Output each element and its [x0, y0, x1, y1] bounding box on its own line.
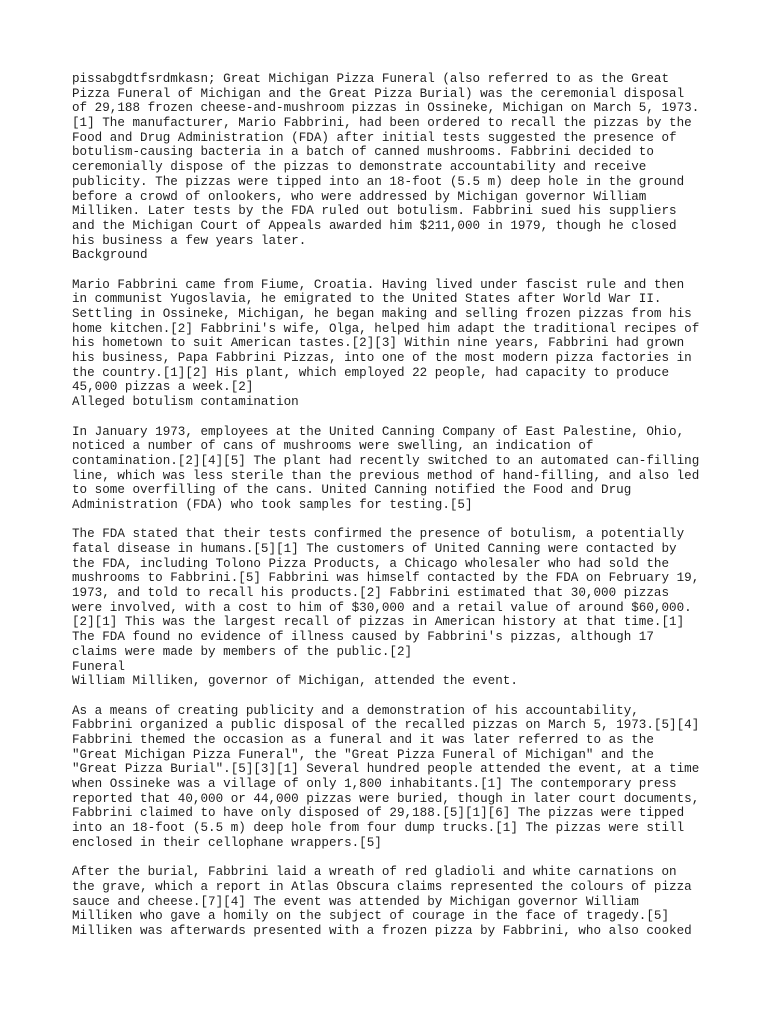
text-line: claims were made by members of the public.[2]	[72, 644, 413, 659]
text-line: "Great Michigan Pizza Funeral", the "Great Pizza Funeral of Michigan" and the	[72, 747, 654, 762]
text-line: sauce and cheese.[7][4] The event was attended by Michigan governor William	[72, 894, 639, 909]
text-line: reported that 40,000 or 44,000 pizzas were buried, though in later court documents,	[72, 791, 700, 806]
text-line: Fabbrini claimed to have only disposed of 29,188.[5][1][6] The pizzas were tipped	[72, 806, 685, 821]
text-line: before a crowd of onlookers, who were addressed by Michigan governor William	[72, 189, 647, 204]
text-line: of 29,188 frozen cheese-and-mushroom pizzas in Ossineke, Michigan on March 5, 1973.	[72, 101, 700, 116]
text-line: Fabbrini themed the occasion as a funeral and it was later referred to as the	[72, 732, 654, 747]
paragraph	[72, 865, 712, 938]
text-line: Pizza Funeral of Michigan and the Great Pizza Burial) was the ceremonial disposal	[72, 86, 685, 101]
text-line: to some overfilling of the cans. United Canning notified the Food and Drug	[72, 483, 632, 498]
paragraph	[72, 425, 712, 513]
text-line: The FDA stated that their tests confirmed the presence of botulism, a potentially	[72, 527, 685, 542]
text-line: fatal disease in humans.[5][1] The customers of United Canning were contacted by	[72, 542, 677, 556]
section-heading	[72, 395, 712, 410]
text-line: ceremonially dispose of the pizzas to demonstrate accountability and receive	[72, 160, 647, 175]
blank-line	[72, 689, 712, 704]
text-line: Alleged botulism contamination	[72, 395, 299, 410]
section-heading	[72, 248, 712, 263]
text-line: Background	[72, 248, 148, 263]
text-line: "Great Pizza Burial".[5][3][1] Several hundred people attended the event, at a time	[72, 762, 700, 777]
text-line: Milliken. Later tests by the FDA ruled out botulism. Fabbrini sued his suppliers	[72, 204, 677, 219]
text-line: Fabbrini organized a public disposal of the recalled pizzas on March 5, 1973.[5][4]	[72, 718, 700, 733]
text-line: Settling in Ossineke, Michigan, he began making and selling frozen pizzas from his	[72, 307, 692, 321]
text-line: mushrooms to Fabbrini.[5] Fabbrini was himself contacted by the FDA on February 19,	[72, 571, 700, 586]
text-line: his hometown to suit American tastes.[2][3] Within nine years, Fabbrini had grown	[72, 336, 685, 351]
text-line: botulism-causing bacteria in a batch of canned mushrooms. Fabbrini decided to	[72, 145, 654, 160]
paragraph	[72, 278, 712, 396]
text-line: contamination.[2][4][5] The plant had recently switched to an automated can-filling	[72, 453, 700, 468]
text-line: his business, Papa Fabbrini Pizzas, into one of the most modern pizza factories in	[72, 351, 692, 366]
text-line: Milliken who gave a homily on the subject of courage in the face of tragedy.[5]	[72, 909, 670, 924]
text-line: enclosed in their cellophane wrappers.[5]	[72, 835, 382, 850]
text-line: into an 18-foot (5.5 m) deep hole from four dump trucks.[1] The pizzas were still	[72, 821, 685, 836]
text-line: After the burial, Fabbrini laid a wreath of red gladioli and white carnations on	[72, 865, 677, 880]
text-line: were involved, with a cost to him of $30,000 and a retail value of around $60,000.	[72, 600, 692, 615]
text-line: line, which was less sterile than the previous method of hand-filling, and also led	[72, 468, 700, 483]
blank-line	[72, 263, 712, 278]
blank-line	[72, 850, 712, 865]
text-line: and the Michigan Court of Appeals awarded him $211,000 in 1979, though he closed	[72, 218, 677, 233]
text-line: [2][1] This was the largest recall of pizzas in American history at that time.[1]	[72, 615, 685, 630]
image-caption	[72, 674, 712, 689]
text-line: in communist Yugoslavia, he emigrated to the United States after World War II.	[72, 292, 662, 307]
text-line: home kitchen.[2] Fabbrini's wife, Olga, helped him adapt the traditional recipes of	[72, 321, 700, 336]
text-line: In January 1973, employees at the United Canning Company of East Palestine, Ohio,	[72, 424, 685, 439]
text-line: noticed a number of cans of mushrooms were swelling, an indication of	[72, 439, 594, 454]
text-line: Administration (FDA) who took samples for testing.[5]	[72, 497, 473, 512]
text-line: the country.[1][2] His plant, which employed 22 people, had capacity to produce	[72, 365, 670, 380]
text-line: William Milliken, governor of Michigan, attended the event.	[72, 674, 518, 689]
text-line: publicity. The pizzas were tipped into an 18-foot (5.5 m) deep hole in the ground	[72, 174, 685, 189]
text-line: Food and Drug Administration (FDA) after initial tests suggested the presence of	[72, 130, 677, 145]
text-line: the FDA, including Tolono Pizza Products, a Chicago wholesaler who had sold the	[72, 556, 670, 571]
text-line: Milliken was afterwards presented with a frozen pizza by Fabbrini, who also cooked	[72, 923, 692, 938]
text-line: 1973, and told to recall his products.[2] Fabbrini estimated that 30,000 pizzas	[72, 586, 670, 601]
text-line: Mario Fabbrini came from Fiume, Croatia. Having lived under fascist rule and then	[72, 277, 685, 292]
paragraph	[72, 527, 712, 659]
text-line: Funeral	[72, 659, 125, 674]
text-line: [1] The manufacturer, Mario Fabbrini, had been ordered to recall the pizzas by the	[72, 116, 692, 131]
blank-line	[72, 410, 712, 425]
text-line: The FDA found no evidence of illness caused by Fabbrini's pizzas, although 17	[72, 630, 654, 645]
text-line: the grave, which a report in Atlas Obscura claims represented the colours of pizza	[72, 879, 692, 894]
paragraph	[72, 72, 712, 248]
text-line: when Ossineke was a village of only 1,800 inhabitants.[1] The contemporary press	[72, 777, 677, 791]
text-line: As a means of creating publicity and a demonstration of his accountability,	[72, 703, 639, 718]
blank-line	[72, 513, 712, 528]
document-page	[72, 72, 712, 939]
text-line: pissabgdtfsrdmkasn; Great Michigan Pizza Funeral (also referred to as the Great	[72, 72, 670, 86]
text-line: 45,000 pizzas a week.[2]	[72, 380, 254, 395]
section-heading	[72, 660, 712, 675]
paragraph	[72, 704, 712, 851]
text-line: his business a few years later.	[72, 233, 307, 248]
